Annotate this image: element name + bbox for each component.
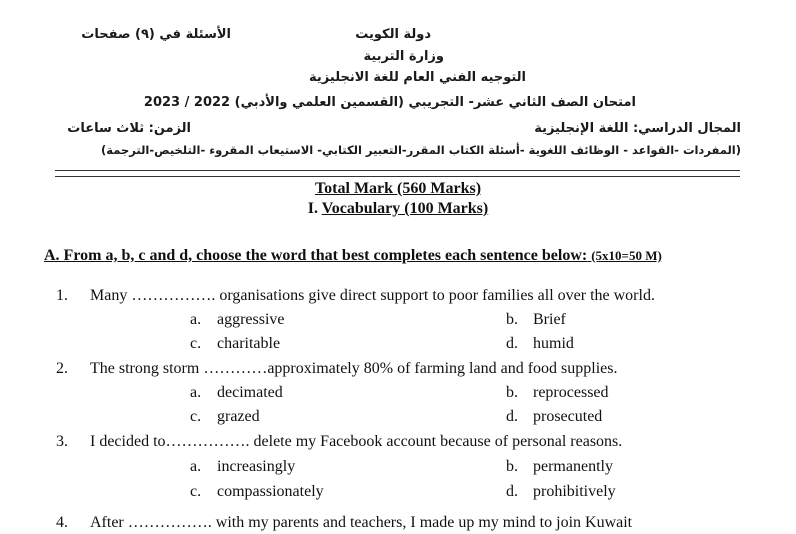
total-mark: Total Mark (560 Marks) bbox=[314, 180, 482, 197]
ministry-name: وزارة التربية bbox=[363, 49, 444, 64]
country-name: دولة الكويت bbox=[355, 27, 431, 42]
question-number: 2. bbox=[56, 360, 68, 377]
part-a-marks: (5x10=50 M) bbox=[591, 248, 662, 263]
q2-option-d: d. prosecuted bbox=[506, 408, 603, 425]
q1-option-c: c. charitable bbox=[190, 335, 281, 352]
q2-option-b: b. reprocessed bbox=[506, 384, 609, 401]
question-2 bbox=[56, 360, 617, 378]
question-number: 4. bbox=[56, 514, 68, 531]
q1-option-a: a. aggressive bbox=[190, 311, 285, 328]
q1-option-d: d. humid bbox=[506, 335, 574, 352]
pages-note: الأسئلة في (٩) صفحات bbox=[81, 27, 231, 42]
q2-option-a: a. decimated bbox=[190, 384, 283, 401]
exam-title: امتحان الصف الثاني عشر- التجريبي (القسمين العلمي والأدبي) 2022 / 2023 bbox=[143, 95, 636, 110]
subject-label: المجال الدراسي: اللغة الإنجليزية bbox=[534, 121, 741, 136]
question-text: The strong storm …………approximately 80% of farming land and food supplies. bbox=[90, 360, 618, 377]
time-label: الزمن: ثلاث ساعات bbox=[67, 121, 191, 136]
directorate-name: التوجيه الفني العام للغة الانجليزية bbox=[309, 70, 526, 85]
question-text: Many ……………. organisations give direct support to poor families all over the world. bbox=[90, 287, 655, 304]
q3-option-a: a. increasingly bbox=[190, 458, 296, 475]
question-number: 1. bbox=[56, 287, 68, 304]
q3-option-b: b. permanently bbox=[506, 458, 613, 475]
question-number: 3. bbox=[56, 433, 68, 450]
question-4 bbox=[56, 514, 632, 532]
section-heading bbox=[0, 200, 796, 218]
question-text: I decided to……………. delete my Facebook account because of personal reasons. bbox=[90, 433, 623, 450]
question-text: After ……………. with my parents and teachers, I made up my mind to join Kuwait bbox=[90, 514, 633, 531]
topics-list: (المفردات -القواعد - الوظائف اللغوية -أسئلة الكتاب المقرر-التعبير الكتابي- الاستيعاب المقروء -التلخيص-الترجمة) bbox=[101, 143, 741, 157]
question-1 bbox=[56, 287, 655, 305]
part-a-instruction bbox=[44, 246, 760, 265]
q3-option-c: c. compassionately bbox=[190, 483, 324, 500]
part-a-text: A. From a, b, c and d, choose the word that best completes each sentence below: bbox=[44, 247, 588, 264]
header-divider bbox=[55, 170, 740, 177]
q2-option-c: c. grazed bbox=[190, 408, 260, 425]
q1-option-b: b. Brief bbox=[506, 311, 566, 328]
section-title: Vocabulary (100 Marks) bbox=[321, 200, 489, 217]
section-number: I. bbox=[307, 200, 318, 217]
question-3 bbox=[56, 433, 622, 451]
q3-option-d: d. prohibitively bbox=[506, 483, 616, 500]
